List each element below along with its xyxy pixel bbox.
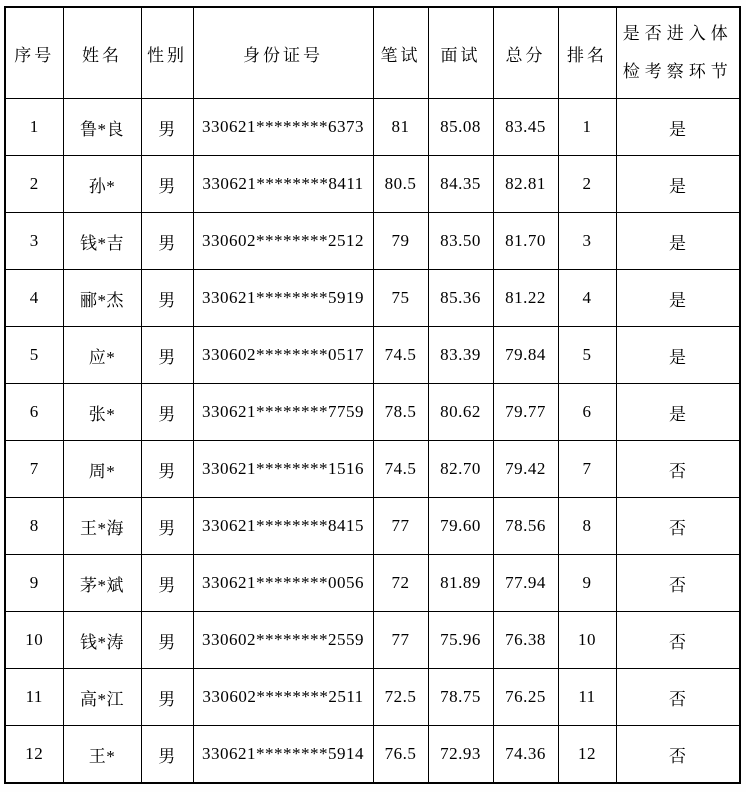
cell-name: 王*海	[63, 498, 141, 555]
cell-interview: 78.75	[428, 669, 493, 726]
table-row	[5, 270, 740, 327]
cell-seq: 5	[5, 327, 63, 384]
cell-interview: 85.36	[428, 270, 493, 327]
cell-advance: 是	[616, 213, 740, 270]
table-row	[5, 384, 740, 441]
col-header-name: 姓名	[63, 7, 141, 99]
cell-rank: 10	[558, 612, 616, 669]
cell-gender: 男	[141, 156, 193, 213]
cell-id-number: 330602********2559	[193, 612, 373, 669]
cell-id-number: 330602********2512	[193, 213, 373, 270]
cell-id-number: 330621********5914	[193, 726, 373, 784]
cell-written-test: 72.5	[373, 669, 428, 726]
cell-interview: 79.60	[428, 498, 493, 555]
cell-written-test: 77	[373, 612, 428, 669]
cell-gender: 男	[141, 213, 193, 270]
cell-advance: 是	[616, 270, 740, 327]
cell-interview: 80.62	[428, 384, 493, 441]
cell-total-score: 81.70	[493, 213, 558, 270]
cell-total-score: 82.81	[493, 156, 558, 213]
cell-rank: 1	[558, 99, 616, 156]
cell-written-test: 76.5	[373, 726, 428, 784]
cell-advance: 是	[616, 327, 740, 384]
cell-advance: 是	[616, 384, 740, 441]
cell-gender: 男	[141, 726, 193, 784]
cell-name: 周*	[63, 441, 141, 498]
cell-interview: 81.89	[428, 555, 493, 612]
cell-written-test: 77	[373, 498, 428, 555]
cell-id-number: 330621********8415	[193, 498, 373, 555]
cell-seq: 11	[5, 669, 63, 726]
cell-advance: 否	[616, 555, 740, 612]
cell-rank: 4	[558, 270, 616, 327]
cell-interview: 83.50	[428, 213, 493, 270]
cell-written-test: 81	[373, 99, 428, 156]
cell-name: 高*江	[63, 669, 141, 726]
cell-id-number: 330621********5919	[193, 270, 373, 327]
col-header-id-number: 身份证号	[193, 7, 373, 99]
cell-advance: 否	[616, 498, 740, 555]
cell-seq: 4	[5, 270, 63, 327]
col-header-written-test: 笔试	[373, 7, 428, 99]
cell-interview: 72.93	[428, 726, 493, 784]
cell-seq: 3	[5, 213, 63, 270]
cell-advance: 否	[616, 669, 740, 726]
cell-gender: 男	[141, 669, 193, 726]
cell-id-number: 330621********7759	[193, 384, 373, 441]
table-row	[5, 156, 740, 213]
cell-id-number: 330621********0056	[193, 555, 373, 612]
cell-seq: 7	[5, 441, 63, 498]
cell-advance: 否	[616, 726, 740, 784]
table-row	[5, 669, 740, 726]
cell-written-test: 74.5	[373, 327, 428, 384]
cell-written-test: 75	[373, 270, 428, 327]
cell-total-score: 76.25	[493, 669, 558, 726]
cell-seq: 8	[5, 498, 63, 555]
cell-name: 张*	[63, 384, 141, 441]
cell-seq: 6	[5, 384, 63, 441]
col-header-rank: 排名	[558, 7, 616, 99]
table-body	[5, 99, 740, 784]
cell-rank: 6	[558, 384, 616, 441]
cell-rank: 12	[558, 726, 616, 784]
cell-total-score: 83.45	[493, 99, 558, 156]
cell-name: 茅*斌	[63, 555, 141, 612]
cell-id-number: 330602********0517	[193, 327, 373, 384]
cell-interview: 84.35	[428, 156, 493, 213]
cell-advance: 是	[616, 156, 740, 213]
cell-gender: 男	[141, 384, 193, 441]
cell-id-number: 330621********1516	[193, 441, 373, 498]
cell-name: 孙*	[63, 156, 141, 213]
cell-interview: 85.08	[428, 99, 493, 156]
table-row	[5, 441, 740, 498]
cell-interview: 75.96	[428, 612, 493, 669]
cell-id-number: 330621********8411	[193, 156, 373, 213]
cell-seq: 9	[5, 555, 63, 612]
cell-advance: 否	[616, 612, 740, 669]
cell-name: 钱*涛	[63, 612, 141, 669]
cell-id-number: 330621********6373	[193, 99, 373, 156]
cell-total-score: 74.36	[493, 726, 558, 784]
cell-written-test: 79	[373, 213, 428, 270]
table-row	[5, 327, 740, 384]
cell-total-score: 79.42	[493, 441, 558, 498]
header-row	[5, 7, 740, 99]
cell-seq: 2	[5, 156, 63, 213]
col-header-interview: 面试	[428, 7, 493, 99]
cell-written-test: 78.5	[373, 384, 428, 441]
cell-name: 应*	[63, 327, 141, 384]
cell-seq: 1	[5, 99, 63, 156]
table-row	[5, 99, 740, 156]
cell-interview: 83.39	[428, 327, 493, 384]
table-row	[5, 612, 740, 669]
cell-written-test: 80.5	[373, 156, 428, 213]
col-header-seq: 序号	[5, 7, 63, 99]
table-row	[5, 498, 740, 555]
cell-id-number: 330602********2511	[193, 669, 373, 726]
cell-name: 王*	[63, 726, 141, 784]
cell-name: 鲁*良	[63, 99, 141, 156]
cell-advance: 是	[616, 99, 740, 156]
table-row	[5, 555, 740, 612]
cell-total-score: 79.84	[493, 327, 558, 384]
cell-advance: 否	[616, 441, 740, 498]
cell-rank: 9	[558, 555, 616, 612]
col-header-gender: 性别	[141, 7, 193, 99]
cell-gender: 男	[141, 99, 193, 156]
cell-total-score: 81.22	[493, 270, 558, 327]
cell-seq: 10	[5, 612, 63, 669]
cell-name: 郦*杰	[63, 270, 141, 327]
cell-gender: 男	[141, 270, 193, 327]
cell-rank: 11	[558, 669, 616, 726]
cell-rank: 2	[558, 156, 616, 213]
cell-seq: 12	[5, 726, 63, 784]
table-row	[5, 726, 740, 784]
cell-written-test: 72	[373, 555, 428, 612]
col-header-total-score: 总分	[493, 7, 558, 99]
cell-gender: 男	[141, 612, 193, 669]
cell-total-score: 78.56	[493, 498, 558, 555]
cell-name: 钱*吉	[63, 213, 141, 270]
cell-total-score: 76.38	[493, 612, 558, 669]
cell-written-test: 74.5	[373, 441, 428, 498]
table-row	[5, 213, 740, 270]
cell-rank: 8	[558, 498, 616, 555]
cell-total-score: 79.77	[493, 384, 558, 441]
cell-gender: 男	[141, 498, 193, 555]
cell-rank: 5	[558, 327, 616, 384]
cell-total-score: 77.94	[493, 555, 558, 612]
col-header-advance: 是否进入体检考察环节	[616, 7, 740, 99]
exam-results-table	[4, 6, 741, 784]
cell-gender: 男	[141, 327, 193, 384]
cell-gender: 男	[141, 555, 193, 612]
cell-interview: 82.70	[428, 441, 493, 498]
cell-rank: 3	[558, 213, 616, 270]
cell-rank: 7	[558, 441, 616, 498]
cell-gender: 男	[141, 441, 193, 498]
